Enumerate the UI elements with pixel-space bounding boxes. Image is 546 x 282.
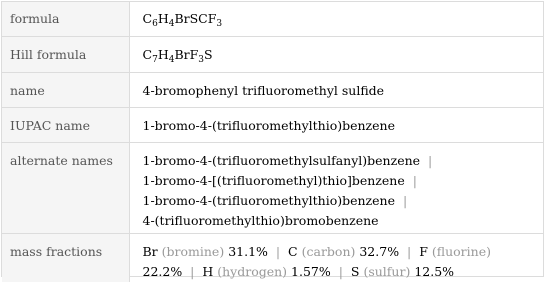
alternate-name: 1-bromo-4-(trifluoromethylthio)benzene <box>142 192 395 208</box>
separator: | <box>428 152 433 168</box>
alternate-name: 1-bromo-4-(trifluoromethylsulfanyl)benzene <box>142 152 421 168</box>
hill-part: S <box>204 46 213 62</box>
formula-label: formula <box>2 2 129 36</box>
formula-part: BrSCF <box>174 11 217 26</box>
alternate-name: 4-(trifluoromethylthio)bromobenzene <box>142 212 379 228</box>
separator: | <box>275 243 281 259</box>
mass-symbol: F <box>419 243 428 259</box>
mass-fractions-value <box>129 233 543 282</box>
properties-table <box>2 2 543 282</box>
hill-part: C <box>142 46 153 62</box>
separator: | <box>412 172 417 188</box>
hill-subscript: 4 <box>168 54 175 65</box>
formula-subscript: 4 <box>168 19 175 29</box>
alternate-names-value <box>129 142 543 233</box>
formula-subscript: 6 <box>152 19 158 29</box>
hill-part: H <box>157 46 169 62</box>
mass-percent: 12.5% <box>414 263 455 279</box>
mass-element-name: (hydrogen) <box>217 263 288 279</box>
mass-element-name: (sulfur) <box>363 263 411 279</box>
alternate-name: 1-bromo-4-[(trifluoromethyl)thio]benzene <box>142 172 405 188</box>
separator: | <box>407 243 412 259</box>
mass-symbol: C <box>288 243 298 259</box>
iupac-name-value: 1-bromo-4-(trifluoromethylthio)benzene <box>129 107 543 142</box>
formula-part: H <box>157 11 169 26</box>
row-mass-fractions <box>2 233 543 282</box>
name-value: 4-bromophenyl trifluoromethyl sulfide <box>129 72 543 107</box>
mass-symbol: H <box>202 263 214 279</box>
mass-percent: 22.2% <box>142 263 183 279</box>
row-hill-formula <box>2 36 543 72</box>
hill-formula-value <box>129 36 543 72</box>
mass-element-name: (bromine) <box>161 243 225 259</box>
row-alternate-names <box>2 142 543 233</box>
formula-subscript: 3 <box>216 19 223 29</box>
separator: | <box>402 192 408 208</box>
name-label: name <box>2 72 129 107</box>
mass-element-name: (carbon) <box>301 243 356 259</box>
mass-percent: 1.57% <box>291 263 331 279</box>
row-iupac-name <box>2 107 543 142</box>
mass-percent: 31.1% <box>228 243 268 259</box>
row-formula <box>2 2 543 36</box>
mass-fractions-label: mass fractions <box>2 233 129 282</box>
properties-table-frame <box>1 1 544 277</box>
hill-formula-label: Hill formula <box>2 36 129 72</box>
separator: | <box>338 263 343 279</box>
hill-subscript: 3 <box>198 54 205 65</box>
hill-part: BrF <box>174 46 199 62</box>
mass-element-name: (fluorine) <box>431 243 491 259</box>
separator: | <box>190 263 195 279</box>
row-name <box>2 72 543 107</box>
alternate-names-label: alternate names <box>2 142 129 233</box>
mass-percent: 32.7% <box>359 243 400 259</box>
formula-value <box>129 2 543 36</box>
formula-part: C <box>142 11 153 26</box>
iupac-name-label: IUPAC name <box>2 107 129 142</box>
mass-symbol: Br <box>142 243 158 259</box>
hill-subscript: 7 <box>152 54 158 65</box>
mass-symbol: S <box>350 263 360 279</box>
